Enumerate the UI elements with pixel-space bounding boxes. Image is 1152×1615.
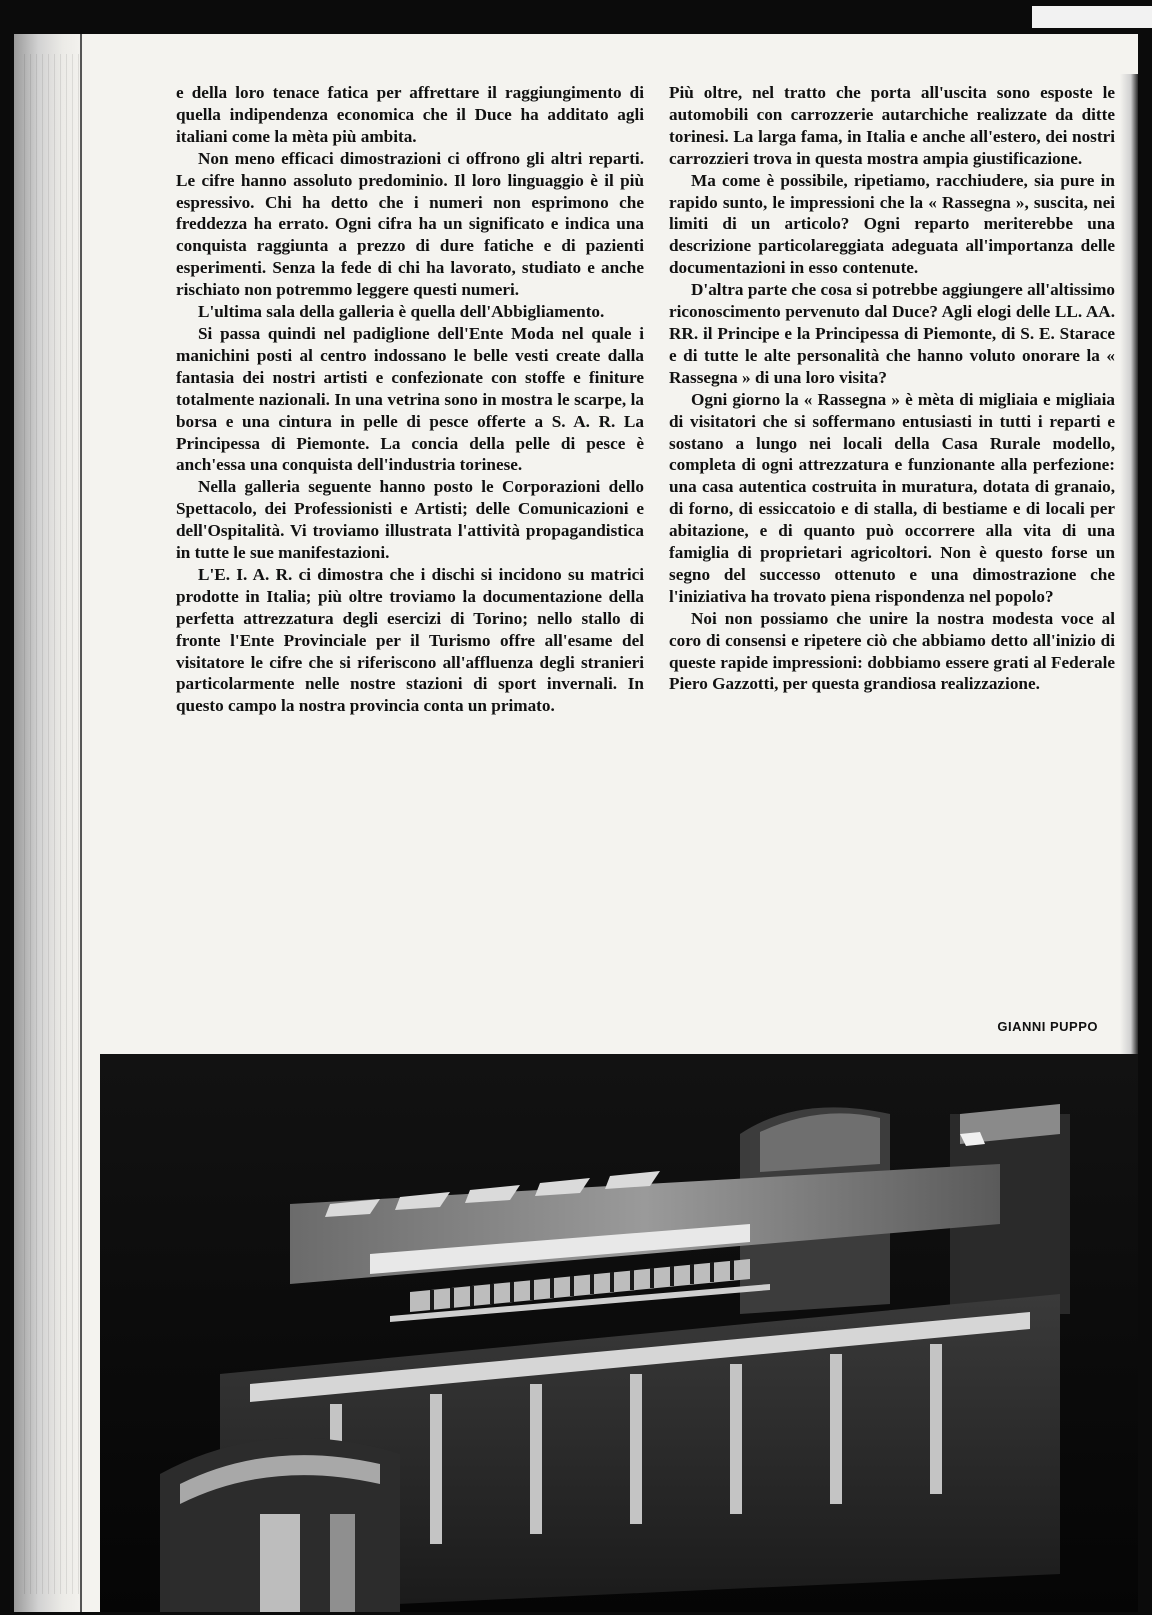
left-text-column <box>176 82 644 717</box>
left-paragraph-6: L'E. I. A. R. ci dimostra che i dischi si incidono su matrici prodotte in Italia; più oltre troviamo la documentazione della perfetta attrezzatura degli esercizi di Torino; nello stallo di fronte l'Ente Provinciale per il Turismo offre all'esame del visitatore le cifre che si riferiscono all'affluenza degli stranieri particolarmente nelle nostre stazioni di sport invernali. In questo campo la nostra provincia conta un primato. <box>176 564 644 716</box>
right-paragraph-3: D'altra parte che cosa si potrebbe aggiungere all'altissimo riconoscimento pervenuto dal Duce? Agli elogi delle LL. AA. RR. il Principe e la Principessa di Piemonte, di S. E. Starace e di tutte le alte personalità che hanno voluto onorare la « Rassegna » di una loro visita? <box>669 280 1115 387</box>
author-signature: GIANNI PUPPO <box>997 1019 1098 1034</box>
spine-line <box>80 34 82 1612</box>
left-paragraph-4: Si passa quindi nel padiglione dell'Ente Moda nel quale i manichini posti al centro indossano le belle vesti create dalla fantasia dei nostri artisti e confezionate con stoffe e finiture totalmente nazionali. In una vetrina sono in mostra le scarpe, la borsa e una cintura in pelle di pesce offerte a S. A. R. La Principessa di Piemonte. La concia della pelle di pesce è anch'essa una conquista dell'industria torinese. <box>176 323 644 475</box>
right-paragraph-1: Più oltre, nel tratto che porta all'uscita sono esposte le automobili con carrozzerie autarchiche realizzate da ditte torinesi. La larga fama, in Italia e anche all'estero, dei nostri carrozzieri trova in questa mostra ampia giustificazione. <box>669 83 1115 168</box>
pavilion-photo-graphic <box>100 1054 1138 1612</box>
left-paragraph-5: Nella galleria seguente hanno posto le Corporazioni dello Spettacolo, dei Professionisti e Artisti; delle Comunicazioni e dell'Ospitalità. Vi troviamo illustrata l'attività propagandistica in tutte le sue manifestazioni. <box>176 477 644 563</box>
exhibition-pavilion-photo <box>100 1054 1138 1612</box>
left-paragraph-2: Non meno efficaci dimostrazioni ci offrono gli altri reparti. Le cifre hanno assoluto predominio. Il loro linguaggio è il più espressivo. Chi ha detto che i numeri non esprimono che freddezza ha errato. Ogni cifra ha un significato e indica una conquista raggiunta a prezzo di dure fatiche e di pazienti esperimenti. Senza la fede di chi ha lavorato, studiato e anche rischiato non potremmo leggere questi numeri. <box>176 148 644 300</box>
right-paragraph-4: Ogni giorno la « Rassegna » è mèta di migliaia e migliaia di visitatori che si soffermano entusiasti in tutti i reparti e sostano a lungo nei locali della Casa Rurale modello, completa di ogni attrezzatura e funzionante alla perfezione: una casa autentica costruita in muratura, dotata di granaio, di forno, di essiccatoio e di stalla, di bestiame e di locali per abitazione, e di quanto può occorrere alla vita di una famiglia di proprietari agricoltori. Non è questo forse un segno del successo ottenuto e una dimostrazione che l'iniziativa ha trovato piena rispondenza nel popolo? <box>669 389 1115 606</box>
right-paragraph-2: Ma come è possibile, ripetiamo, racchiudere, sia pure in rapido sunto, le impressioni che la « Rassegna », suscita, nei limiti di un articolo? Ogni reparto meriterebbe una descrizione particolareggiata adeguata all'importanza delle documentazioni in esso contenute. <box>669 170 1115 278</box>
magazine-page <box>14 34 1138 1612</box>
page-corner-tab <box>1032 6 1152 28</box>
left-paragraph-1: e della loro tenace fatica per affrettare il raggiungimento di quella indipendenza economica che il Duce ha additato agli italiani come la mèta più ambita. <box>176 83 644 146</box>
left-paragraph-3: L'ultima sala della galleria è quella dell'Abbigliamento. <box>198 302 605 322</box>
right-paragraph-5: Noi non possiamo che unire la nostra modesta voce al coro di consensi e ripetere ciò che abbiamo detto all'inizio di queste rapide impressioni: dobbiamo essere grati al Federale Piero Gazzotti, per questa grandiosa realizzazione. <box>669 608 1115 694</box>
binding-gutter-lines <box>24 54 84 1594</box>
right-text-column <box>669 82 1115 695</box>
